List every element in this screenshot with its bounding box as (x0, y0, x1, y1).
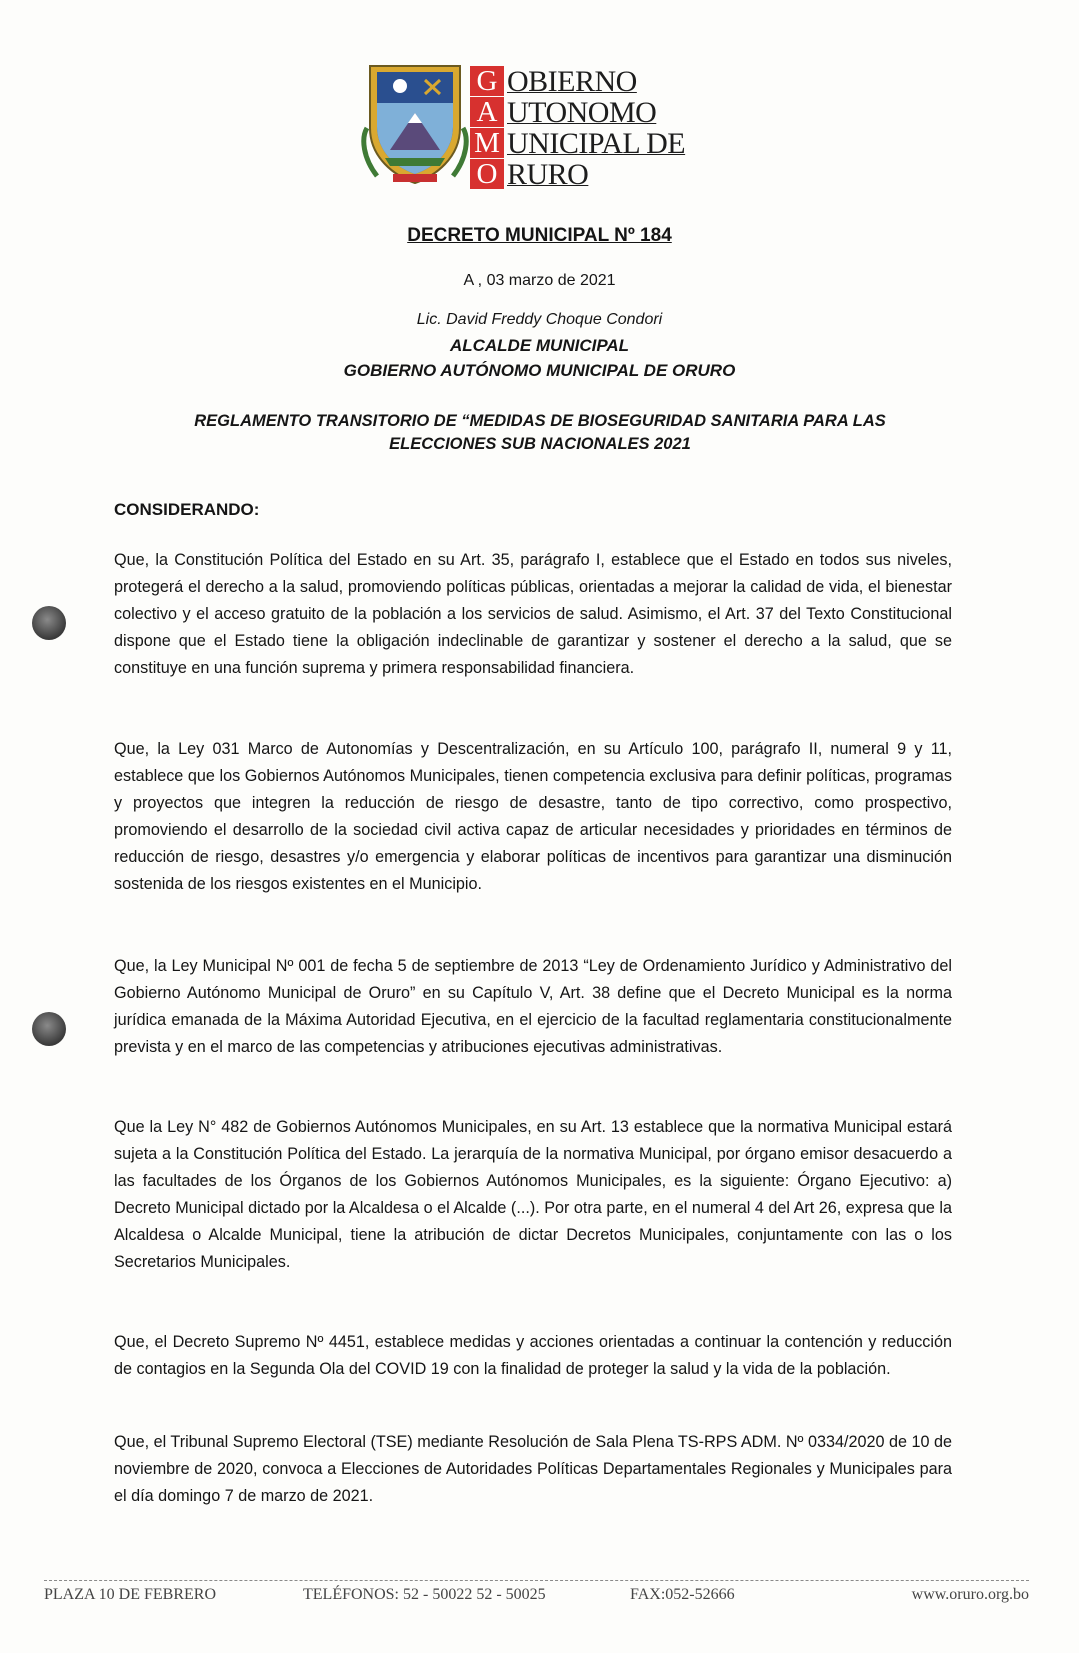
logo-initial: M (470, 128, 504, 159)
considering-paragraph: Que, el Decreto Supremo Nº 4451, establece medidas y acciones orientadas a continuar la contención y reducción de contagios en la Segunda Ola del COVID 19 con la finalidad de proteger la salud y la vida de la población. (114, 1333, 952, 1378)
logo-initial: O (470, 159, 504, 190)
logo-word: UNICIPAL DE (507, 127, 686, 160)
punch-hole (32, 1012, 66, 1046)
considering-paragraph: Que, la Ley Municipal Nº 001 de fecha 5 de septiembre de 2013 “Ley de Ordenamiento Jurídico y Administrativo del Gobierno Autónomo Municipal de Oruro” en su Capítulo V, Art. 38 define que el Decreto Municipal es la norma jurídica emanada de la Máxima Autoridad Ejecutiva, en el ejercicio de la facultad reglamentaria constitucionalmente prevista y en el marco de las competencias y atribuciones ejecutivas administrativas. (114, 957, 952, 1056)
considering-paragraph: Que, la Constitución Política del Estado en su Art. 35, parágrafo I, establece que el Estado en todos sus niveles, protegerá el derecho a la salud, promoviendo políticas públicas, orientadas a mejorar la calidad de vida, el bienestar colectivo y el acceso gratuito de la población a los servicios de salud. Asimismo, el Art. 37 del Texto Constitucional dispone que el Estado tiene la obligación indeclinable de garantizar y sostener el derecho a la salud, que se constituye en una función suprema y primera responsabilidad financiera. (114, 551, 952, 677)
logo-word: RURO (507, 158, 589, 191)
decree-date: A , 03 marzo de 2021 (463, 272, 616, 289)
letterhead (355, 58, 755, 193)
considering-paragraph: Que la Ley N° 482 de Gobiernos Autónomos Municipales, en su Art. 13 establece que la normativa Municipal estará sujeta a la Constitución Política del Estado. La jerarquía de la normativa Municipal, por órgano emisor desacuerdo a las facultades de los Órganos de los Gobiernos Autónomos Municipales, es la siguiente: Órgano Ejecutivo: a) Decreto Municipal dictado por la Alcaldesa o el Alcalde (...). Por otra parte, en el numeral 4 del Art 26, expresa que la Alcaldesa o Alcalde Municipal, tiene la atribución de dictar Decretos Municipales, conjuntamente con las o los Secretarios Municipales. (114, 1118, 952, 1271)
logo-wordmark (507, 66, 685, 190)
logo-initial: A (470, 97, 504, 128)
government-name: GOBIERNO AUTÓNOMO MUNICIPAL DE ORURO (343, 361, 736, 380)
footer-divider (44, 1580, 1029, 1581)
mayor-name: Lic. David Freddy Choque Condori (416, 311, 663, 328)
mayor-role: ALCALDE MUNICIPAL (449, 336, 630, 355)
footer-phones: TELÉFONOS: 52 - 50022 52 - 50025 (303, 1586, 546, 1603)
logo-word: UTONOMO (507, 96, 657, 129)
footer-website: www.oruro.org.bo (911, 1586, 1029, 1603)
footer-address: PLAZA 10 DE FEBRERO (44, 1586, 217, 1603)
footer-fax: FAX:052-52666 (630, 1586, 735, 1603)
logo-initial: G (470, 66, 504, 97)
punch-hole (32, 606, 66, 640)
logo-initials (470, 66, 504, 190)
considering-heading: CONSIDERANDO: (114, 500, 260, 519)
coat-of-arms-icon (355, 58, 475, 193)
considering-paragraph: Que, la Ley 031 Marco de Autonomías y Descentralización, en su Artículo 100, parágrafo II, numeral 9 y 11, establece que los Gobiernos Autónomos Municipales, tienen competencia exclusiva para definir políticas, programas y proyectos que integren la reducción de riesgo de desastre, tanto de tipo correctivo, como prospectivo, promoviendo el desarrollo de la sociedad civil activa capaz de articular necesidades y prioridades en términos de reducción de riesgo, desastres y/o emergencia y elaborar políticas de incentivos para garantizar una disminución sostenida de los riesgos existentes en el Municipio. (114, 740, 952, 893)
considering-paragraph: Que, el Tribunal Supremo Electoral (TSE) mediante Resolución de Sala Plena TS-RPS ADM. Nº 0334/2020 de 10 de noviembre de 2020, convoca a Elecciones de Autoridades Políticas Departamentales Regionales y Municipales para el día domingo 7 de marzo de 2021. (114, 1433, 952, 1505)
logo-word: OBIERNO (507, 65, 637, 98)
footer (44, 1586, 1029, 1610)
regulation-title: REGLAMENTO TRANSITORIO DE “MEDIDAS DE BIOSEGURIDAD SANITARIA PARA LAS ELECCIONES SUB NACIONALES 2021 (194, 412, 886, 453)
decree-title: DECRETO MUNICIPAL Nº 184 (407, 225, 672, 246)
